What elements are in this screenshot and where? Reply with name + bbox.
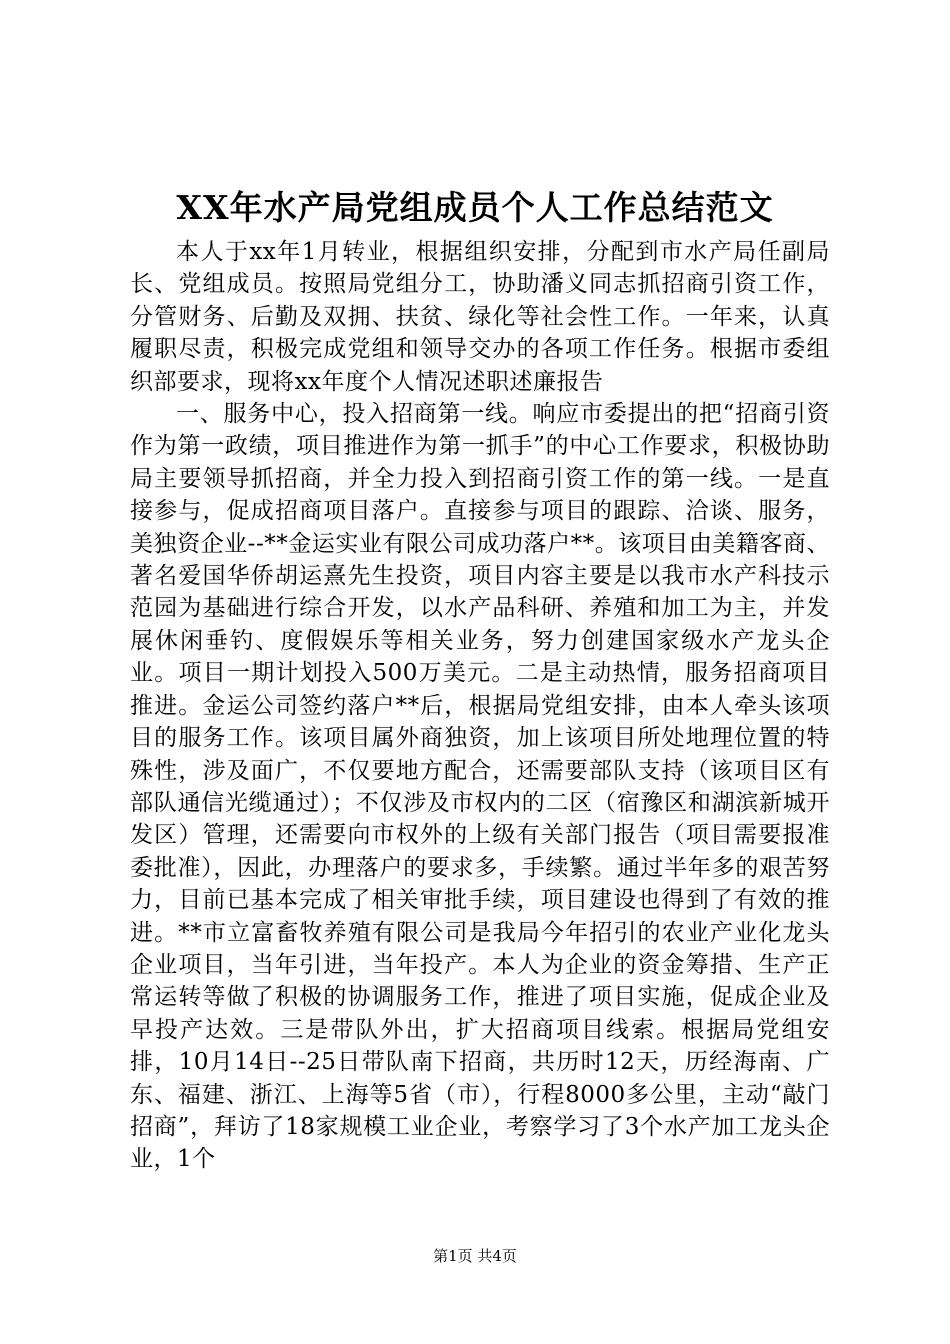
document-title: XX年水产局党组成员个人工作总结范文 <box>176 188 774 227</box>
page-number-footer: 第1页 共4页 <box>433 1247 517 1265</box>
intro-paragraph: 本人于xx年1月转业，根据组织安排，分配到市水产局任副局长、党组成员。按照局党组分工，协助潘义同志抓招商引资工作，分管财务、后勤及双拥、扶贫、绿化等社会性工作。一年来，认真履职尽责，积极完成党组和领导交办的各项工作任务。根据市委组织部要求，现将xx年度个人情况述职述廉报告 <box>130 239 830 395</box>
section-one-paragraph: 一、服务中心，投入招商第一线。响应市委提出的把“招商引资作为第一政绩，项目推进作为第一抓手”的中心工作要求，积极协助局主要领导抓招商，并全力投入到招商引资工作的第一线。一是直接参与，促成招商项目落户。直接参与项目的跟踪、洽谈、服务，美独资企业--**金运实业有限公司成功落户**。该项目由美籍客商、著名爱国华侨胡运熹先生投资，项目内容主要是以我市水产科技示范园为基础进行综合开发，以水产品科研、养殖和加工为主，并发展休闲垂钓、度假娱乐等相关业务，努力创建国家级水产龙头企业。项目一期计划投入500万美元。二是主动热情，服务招商项目推进。金运公司签约落户**后，根据局党组安排，由本人牵头该项目的服务工作。该项目属外商独资，加上该项目所处地理位置的特殊性，涉及面广，不仅要地方配合，还需要部队支持（该项目区有部队通信光缆通过）；不仅涉及市权内的二区（宿豫区和湖滨新城开发区）管理，还需要向市权外的上级有关部门报告（项目需要报准委批准），因此，办理落户的要求多，手续繁。通过半年多的艰苦努力，目前已基本完成了相关审批手续，项目建设也得到了有效的推进。**市立富畜牧养殖有限公司是我局今年招引的农业产业化龙头企业项目，当年引进，当年投产。本人为企业的资金筹措、生产正常运转等做了积极的协调服务工作，推进了项目实施，促成企业及早投产达效。三是带队外出，扩大招商项目线索。根据局党组安排，10月14日--25日带队南下招商，共历时12天，历经海南、广东、福建、浙江、上海等5省（市），行程8000多公里，主动“敲门招商”，拜访了18家规模工业企业，考察学习了3个水产加工龙头企业，1个 <box>130 401 830 1173</box>
document-body <box>130 236 830 1176</box>
